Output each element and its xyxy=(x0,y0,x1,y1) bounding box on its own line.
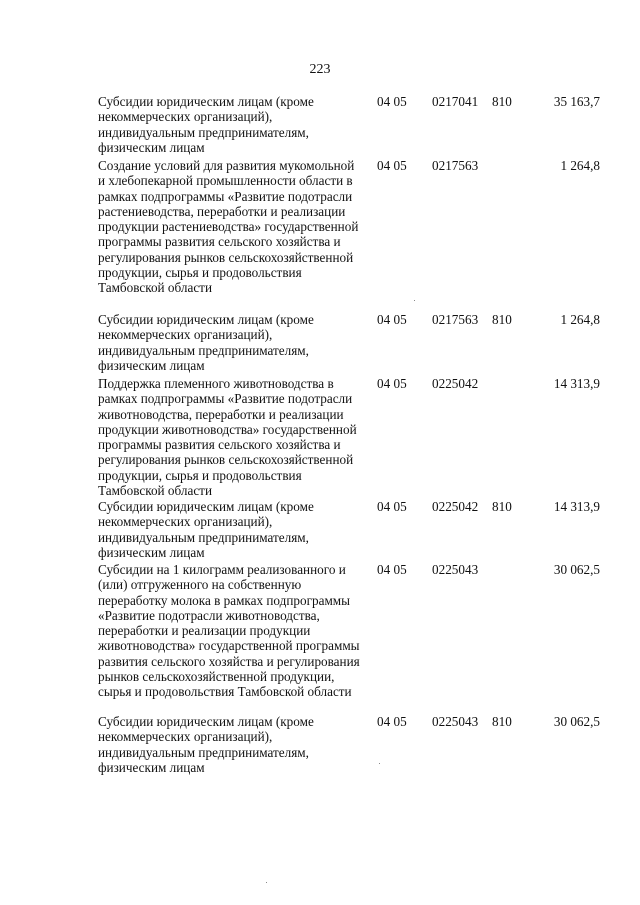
row-expense-type: 810 xyxy=(492,312,512,327)
scan-speck xyxy=(266,882,267,883)
row-section-code: 04 05 xyxy=(377,158,407,173)
row-name: Создание условий для развития мукомольной и хлебопекарной промышленности области в рамках подпрограммы «Развитие подотрасли растениеводства, переработки и реализации продукции растениеводства» государственной программы развития сельского хозяйства и регулирования рынков сельскохозяйственной продукции, сырья и продовольствия Тамбовской области xyxy=(98,158,359,296)
row-target-article: 0217563 xyxy=(432,312,479,327)
row-amount: 30 062,5 xyxy=(553,562,600,577)
row-amount: 35 163,7 xyxy=(553,94,600,109)
row-name: Поддержка племенного животноводства в рамках подпрограммы «Развитие подотрасли животноводства, переработки и реализации продукции животноводства» государственной программы развития сельского хозяйства и регулирования рынков сельскохозяйственной продукции, сырья и продовольствия Тамбовской области xyxy=(98,376,357,499)
row-target-article: 0217041 xyxy=(432,94,479,109)
row-name: Субсидии на 1 килограмм реализованного и (или) отгруженного на собственную переработку молока в рамках подпрограммы «Развитие подотрасли животноводства, переработки и реализации продукции животноводства» государственной программы развития сельского хозяйства и регулирования рынков сельскохозяйственной продукции, сырья и продовольствия Тамбовской области xyxy=(98,562,360,700)
row-target-article: 0225042 xyxy=(432,376,479,391)
row-expense-type: 810 xyxy=(492,499,512,514)
row-target-article: 0225043 xyxy=(432,714,479,729)
row-amount: 1 264,8 xyxy=(560,312,600,327)
row-amount: 1 264,8 xyxy=(560,158,600,173)
row-name: Субсидии юридическим лицам (кроме некоммерческих организаций), индивидуальным предпринимателям, физическим лицам xyxy=(98,312,314,373)
row-section-code: 04 05 xyxy=(377,94,407,109)
row-name: Субсидии юридическим лицам (кроме некоммерческих организаций), индивидуальным предпринимателям, физическим лицам xyxy=(98,499,314,560)
page-number: 223 xyxy=(309,62,331,77)
row-expense-type: 810 xyxy=(492,94,512,109)
row-target-article: 0225042 xyxy=(432,499,479,514)
row-expense-type: 810 xyxy=(492,714,512,729)
scan-speck xyxy=(414,300,415,301)
row-amount: 14 313,9 xyxy=(553,499,600,514)
scan-speck xyxy=(379,763,380,764)
row-name: Субсидии юридическим лицам (кроме некоммерческих организаций), индивидуальным предпринимателям, физическим лицам xyxy=(98,94,314,155)
row-section-code: 04 05 xyxy=(377,499,407,514)
row-section-code: 04 05 xyxy=(377,376,407,391)
row-target-article: 0217563 xyxy=(432,158,479,173)
row-target-article: 0225043 xyxy=(432,562,479,577)
row-name: Субсидии юридическим лицам (кроме некоммерческих организаций), индивидуальным предпринимателям, физическим лицам xyxy=(98,714,314,775)
row-amount: 14 313,9 xyxy=(553,376,600,391)
row-amount: 30 062,5 xyxy=(553,714,600,729)
row-section-code: 04 05 xyxy=(377,312,407,327)
row-section-code: 04 05 xyxy=(377,562,407,577)
row-section-code: 04 05 xyxy=(377,714,407,729)
